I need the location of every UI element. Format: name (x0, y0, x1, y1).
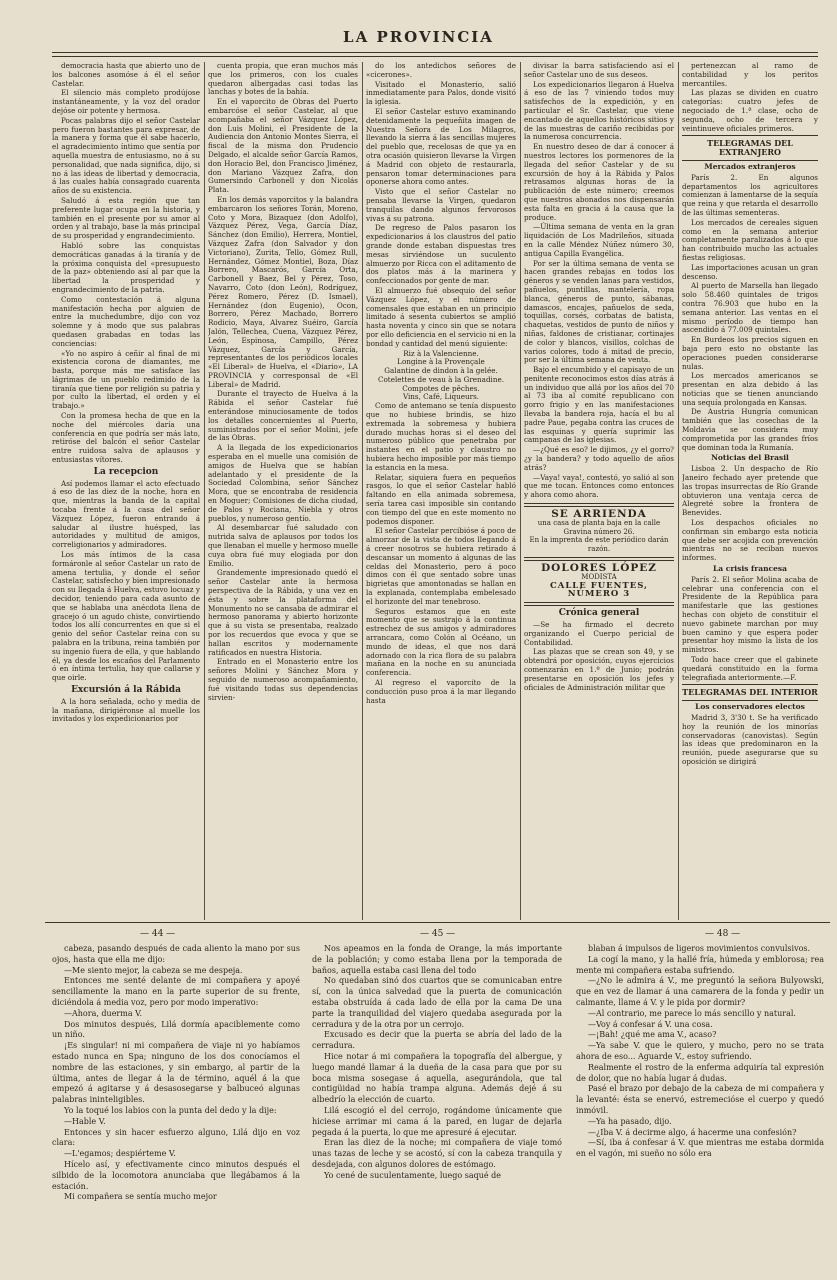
paragraph: Como de antemano se tenía dispuesto que no hubiese brindis, se hizo extremada la sobremesa y hubiera durado muchas horas si el deseo del numeroso público que penetraba por instantes en el patio y claustro no hubiera hecho imposible por más tiempo la estancia en la mesa. (366, 401, 516, 472)
heading-telegramas-interior: TELEGRAMAS DEL INTERIOR (682, 687, 818, 698)
paragraph: Bajo el encumbido y el capisayo de un penitente reconocimos estos días atrás á un individuo que allá por los años del 70 al 73 iba al comité republicano con gorro frigio y en las manifestaciones llevaba la bandera roja, hacía el bu al padre Paue, pegaba contra las cruces de las esquinas y quería suprimir las campanas de las iglesias. (524, 365, 674, 445)
paragraph: Por ser la última semana de venta se hacen grandes rebajas en todos los géneros y se venden lanas para vestidos, pañuelos, puntillas, mantelería, ropa blanca, géneros de punto, sábanas, damascos, encajes, pañuelos de seda, toquillas, corsés, corbatas de batista, chaquetas, vestidos de punto de niños y niñas, faldones de cristianar, cortinajes de color y blancos, visillos, colchas de varios colores, todo á mitad de precio, por ser la última semana de venta. (524, 258, 674, 365)
heading-telegramas-extranjero: TELEGRAMAS DEL EXTRANJERO (707, 138, 793, 158)
ad-subtitle: MODISTA (581, 572, 617, 581)
col5-paragraphs (682, 62, 818, 133)
paragraph: Al desembarcar fué saludado con nutrida salva de aplausos por todos los que llenaban el muelle y hermoso muelle cuya obra fué muy elogiada por don Emilio. (208, 523, 358, 568)
paragraph: Pasé el brazo por debajo de la cabeza de mi compañera y la levanté: ésta se enervó, estremecióse el cuerpo y quedó inmóvil. (576, 1084, 824, 1115)
page-number-right: — 48 — (705, 929, 741, 939)
paragraph: cabeza, pasando después de cada aliento la mano por sus ojos, hasta que ella me dijo: (52, 944, 300, 964)
paragraph: —Ya sabe V. que le quiero, y mucho, pero no se trata ahora de eso... Aguarde V., estoy sufriendo. (576, 1041, 824, 1061)
section-rule (682, 160, 818, 161)
menu-item: Cotelettes de veau à la Grenadine. (377, 374, 505, 384)
paragraph: Al puerto de Marsella han llegado solo 58.460 quintales de trigos contra 76.903 que hubo en la semana anterior. Las ventas en el mismo período de tiempo han ascendido á 77.009 quintales. (682, 281, 818, 335)
menu-list (366, 350, 516, 403)
ad-text-2: En la imprenta de este periódico darán razón. (529, 536, 669, 554)
paragraph: Nos apeamos en la fonda de Orange, la más importante de la población; y como estaba llena por la temporada de baños, aquella estaba casi llena del todo (312, 944, 562, 975)
col5-paragraphs-4 (682, 576, 818, 683)
col3-paragraphs (366, 62, 516, 349)
heading-cronica: Crónica general (558, 608, 640, 619)
paragraph: Yo cené de suculentamente, luego saqué de (324, 1170, 502, 1180)
paragraph: —Última semana de venta en la gran liquidación de Los Madrileños, situada en la calle Méndez Núñez número 30, antigua Capilla Evangélica. (524, 222, 674, 258)
paragraph: —Al contrario, me parece lo más sencillo y natural. (588, 1008, 796, 1018)
paragraph: Seguros estamos que en este momento que se sustrajo á la continua estrechez de sus amigos y admiradores arrancara, como Colón al Océano, un mundo de ideas, el que nos dará adornado con la rica flora de su palabra mañana en la noche en su anunciada conferencia. (366, 606, 516, 678)
paragraph: Con la promesa hecha de que en la noche del miércoles daría una conferencia en que podría ser más lato, retiróse del balcón el señor Castelar entre ruidosa salva de aplausos y entusiastas vítores. (52, 411, 200, 465)
paragraph: Grandemente impresionado quedó el señor Castelar ante la hermosa perspectiva de la Rábida, y una vez en ésta y sobre la plataforma del Monumento no se cansaba de admirar el hermoso panorama y abierto horizonte que á su vista se presentaba, realzado por los recuerdos que evoca y que se hallan escritos y modernamente ratificados en nuestra Historia. (208, 568, 358, 657)
masthead-title: LA PROVINCIA (343, 28, 494, 46)
paragraph: —Voy á confesar á V. una cosa. (588, 1019, 713, 1029)
col5-paragraphs-5 (682, 714, 818, 767)
paragraph: Relatar, siquiera fuera en pequeños rasgos, lo que el señor Castelar habló faltando en ella animada sobremesa, sería tarea casi imposible sin contando con tiempo del que en este momento no podemos disponer. (366, 472, 516, 526)
column-divider (204, 62, 205, 920)
paragraph: Entrado en el Monasterio entre los señores Molini y Sánchez Mora y seguido de numeroso acompañamiento, fué visitando todas sus dependencias sirvien- (208, 657, 358, 702)
paragraph: El silencio más completo prodújose instantáneamente, y la voz del orador dejóse oir potente y hermosa. (52, 88, 200, 115)
paragraph: Al regreso el vaporcito de la conducción puso proa á la mar llegando hasta (366, 677, 516, 705)
paragraph: —¿Iba V. á decirme algo, á hacerme una confesión? (588, 1127, 797, 1137)
paragraph: «Yo no aspiro á ceñir al final de mi existencia corona de diamantes, me basta, porque más me satisface las lágrimas de un pueblo redimido de la tiranía que tiene por religión su patria y por culto la libertad, el orden y el trabajo.» (52, 348, 200, 411)
paragraph: —Se ha firmado el decreto organizando el Cuerpo pericial de Contabilidad. (524, 620, 674, 647)
subheading-conservadores: Los conservadores electos (695, 702, 805, 712)
column-3 (366, 62, 516, 920)
column-divider (362, 62, 363, 920)
folletin-rule (45, 922, 830, 923)
paragraph: Visitado el Monasterio, salió inmediatamente para Palos, donde visitó la iglesia. (366, 79, 516, 107)
paragraph: En el vaporcito de Obras del Puerto embarcóse el señor Castelar, al que acompañaba el señor Vázquez López, don Luis Molini, el Presidente de la Audiencia don Antonio Montes Sierra, el fiscal de la misma don Prudencio Delgado, el alcalde señor García Ramos, don Horacio Bel, don Francisco Jiménez, don Mariano Vázquez Zafra, don Gumersindo Carbonell y don Nicolás Plata. (208, 97, 358, 195)
paragraph: Los expedicionarios llegaron á Huelva á eso de las 7 viniendo todos muy satisfechos de la expedición, y en particular el Sr. Castelar, que viene encantado de aquellos históricos sitios y de las muestras de cariño recibidas por la numerosa concurrencia. (524, 79, 674, 142)
paragraph: Entonces me senté delante de mi compañera y apoyé sencillamente la mano en la parte superior de su frente, diciéndola á media voz, pero por modo imperativo: (52, 976, 300, 1007)
col5-paragraphs-2 (682, 174, 818, 453)
col1-paragraphs-2 (52, 480, 200, 683)
paragraph: Dos minutos después, Lilá dormía apaciblemente como un niño. (52, 1019, 300, 1040)
column-2 (208, 62, 358, 920)
paragraph: Visto que el señor Castelar no pensaba llevarse la Virgen, quedaron tranquilas dando algunos fervorosos vivas á su patrona. (366, 187, 516, 223)
paragraph: No quedaban sinó dos cuartos que se comunicaban entre sí, con la única salvedad que la puerta de comunicación estaba obstruída á cada lado de ella por la cama De una parte la tranquilidad del viajero quedaba asegurada por la cerradura y de la otra por un cerrojo. (312, 976, 562, 1029)
paragraph: Yo la toqué los labios con la punta del dedo y la dije: (64, 1105, 277, 1115)
column-divider (678, 62, 679, 920)
paragraph: Mi compañera se sentía mucho mejor (64, 1192, 217, 1202)
paragraph: —Ahora, duerma V. (64, 1008, 143, 1018)
paragraph: En nuestro deseo de dar á conocer á nuestros lectores los pormenores de la llegada del señor Castelar y de su excursión de hoy á la Rábida y Palos retrasamos algunas horas de la publicación de este número; creemos que nuestros abonados nos dispensarán esta falta en gracia á la causa que la produce. (524, 142, 674, 222)
ad-rule (524, 557, 674, 561)
ad-rule (524, 503, 674, 507)
ad-address: CALLE FUENTES, NÚMERO 3 (549, 580, 649, 600)
folletin-left (52, 944, 300, 1276)
col4-paragraphs (524, 62, 674, 500)
section-rule (682, 684, 818, 685)
folletin-middle (312, 944, 562, 1276)
header-rule-thin (52, 56, 818, 57)
subheading-mercados: Mercados extranjeros (704, 161, 796, 171)
paragraph: —L'egamos; despiérteme V. (64, 1149, 176, 1159)
paragraph: Eran las diez de la noche; mi compañera de viaje tomó unas tazas de leche y se acostó, sí con la cabeza tranquila y desdejada, con algunos dolores de estómago. (312, 1138, 562, 1169)
paragraph: Durante el trayecto de Huelva á la Rábida el señor Castelar fué enterándose minuciosamente de todos los detalles concernientes al Puerto, suministrados por el señor Molini, jefe de las Obras. (208, 389, 358, 443)
col2-paragraphs (208, 62, 358, 702)
paragraph: A la llegada de los expedicionarios esperaba en el muelle una comisión de amigos de Huelva que se habían adelantado y el presidente de la Sociedad Colombina, señor Sánchez Mora, que se encontraba de residencia en Moguer; Comisiones de dicha ciudad, de Palos y Rociana, Niebla y otros pueblos, y numeroso gentío. (208, 443, 358, 523)
section-rule (682, 700, 818, 701)
paragraph: El señor Castelar percibióse á poco de almorzar de la vista de todos llegando á á creer nosotros se hubiera retirado á descansar un momento á algunas de las celdas del Monasterio, pero á poco dimos con él que sentado sobre unas bigrietas que amontonadas se hallan en la explanada, contemplaba embelesado el horizonte del mar tenebroso. (366, 526, 516, 606)
menu-item: Galantine de dindon à la gelée. (384, 366, 498, 376)
paragraph: Como contestación á alguna manifestación hecha por alguien de entre la muchedumbre, dijo con voz solemne y á modo que sus palabras quedasen grabadas en todas las conciencias: (52, 294, 200, 348)
paragraph: Los despachos oficiales no confirman sin embargo esta noticia que debe ser acojida con prevención mientras no se reciban nuevos informes. (682, 518, 818, 563)
paragraph: Los mercados de cereales siguen como en la semana anterior completamente paralizados á lo que han contribuido mucho las actuales fiestas religiosas. (682, 217, 818, 262)
ad-text: una casa de planta baja en la calle Gravina número 26. (537, 518, 661, 536)
paragraph: —Me siento mejor, la cabeza se me despeja. (64, 965, 243, 975)
paragraph: divisar la barra satisfaciendo así el señor Castelar uno de sus deseos. (524, 62, 674, 79)
paragraph: —¿No le admira á V., me preguntó la señora Bulyowski, que en vez de llamar á una camarera de la fonda y pedir un calmante, llame á V. y le pida por dormir? (576, 976, 824, 1007)
menu-item: Vins, Café, Liqueurs. (402, 392, 480, 402)
paragraph: blaban á impulsos de ligeros movimientos convulsivos. (588, 944, 811, 953)
folletin-right (576, 944, 824, 1276)
heading-excursion: Excursión á la Rábida (71, 684, 181, 695)
paragraph: París 2. En algunos departamentos los agricultores comienzan á lamentarse de la sequía que reina y que retarda el desarrollo de las últimas sementeras. (682, 172, 818, 217)
paragraph: —Vaya! vaya!, contestó, yo salió al son que me tocan. Entonces como entonces y ahora como ahora. (524, 472, 674, 500)
paragraph: pertenezcan al ramo de contabilidad y los peritos mercantiles. (682, 62, 818, 88)
paragraph: Madrid 3, 3'30 t. Se ha verificado hoy la reunión de los minorías conservadoras (canovistas). Según las ideas que predominaron en la reunión, puede asegurarse que su oposición se dirigirá (682, 712, 818, 766)
paragraph: En los demás vaporcitos y la balandra embarcaron los señores Torán, Moreno, Coto y Mora, Bizaquez (don Adolfo), Vázquez Pérez, Vega, García Díaz, Sánchez (don Emilio), Herrera, Montiel, Vázquez Zafra (don Salvador y don Victoriano), Zurita, Tello, Gómez Rull, Hernández, Gómez Montiel, Boza, Díaz Borrero, Mascarós, García Orta, Carbonell y Baez, Bel y Pérez, Toso, Navarro, Coto (don León), Rodríguez, Pérez Romero, Pérez (D. Ismael), Hernández (don Eugenio), Ocon, Borrero, Pérez Machado, Borrero Rodicio, Maya, Alvarez Suéiro, García Jalón, Tellechea, Cuena, Vázquez Pérez, León, Espinosa, Campillo, Pérez Vázquez, García y García, representantes de los periódicos locales «El Liberal» de Huelva, el «Diario», LA PROVINCIA y corresponsal de «El Liberal» de Madrid. (208, 194, 358, 389)
col5-paragraphs-3 (682, 465, 818, 563)
paragraph: El señor Castelar estuvo examinando detenidamente la pequeñita imagen de Nuestra Señora de Los Milagros, llevando la sierra á las sencillas mujeres del pueblo que, recelosas de que ya en otra ocasión quisieron llevarse la Virgen á Madrid con objeto de restaurarla, pensaron tomar determinaciones para oponerse ahora como antes. (366, 106, 516, 187)
column-divider (520, 62, 521, 920)
paragraph: En Burdeos los precios siguen en baja pero esto no obstante las operaciones pueden considerarse nulas. (682, 335, 818, 371)
paragraph: Pocas palabras dijo el señor Castelar pero fueron bastantes para expresar, de la manera y forma que él sabe hacerlo, el agradecimiento íntimo que sentía por aquella muestra de entusiasmo, no á su personalidad, que nada significa, dijo, si no á las ideas de libertad y democracia, á las cuales había consagrado cuarenta años de su existencia. (52, 115, 200, 196)
subheading-brasil: Noticias del Brasil (711, 453, 789, 463)
paragraph: —Sí, iba á confesar á V. que mientras me estaba dormida en el vagón, mi sueño no sólo era (576, 1138, 824, 1159)
paragraph: Los mercados americanos se presentan en alza debido á las noticias que se tienen anunciando una sequía prolongada en Kansas. (682, 371, 818, 407)
paragraph: Entonces y sin hacer esfuerzo alguno, Lilá dijo en voz clara: (52, 1127, 300, 1148)
paragraph: Las importaciones acusan un gran descenso. (682, 262, 818, 281)
paragraph: Todo hace creer que el gabinete quedará constituido en la forma telegrafiada anteriormente.—F. (682, 655, 818, 682)
paragraph: Las plazas que se crean son 49, y se obtendrá por oposición, cuyos ejercicios comenzarán en 1.º de Junio; podrán presentarse en oposición los jefes y oficiales de Administración militar que (524, 647, 674, 692)
column-1 (52, 62, 200, 920)
ad-dolores-lopez (524, 564, 674, 599)
header-rule (52, 52, 818, 53)
paragraph: Realmente el rostro de la enferma adquiría tal expresión de dolor, que no había lugar á dudas. (576, 1062, 824, 1083)
col1-paragraphs (52, 62, 200, 465)
paragraph: —Ya ha pasado, dijo. (588, 1116, 672, 1126)
paragraph: Así podemos llamar el acto efectuado á eso de las diez de la noche, hora en que, mientras la banda de la capital tocaba frente á la casa del señor Vázquez López, fueron entrando á saludar al ilustre huésped, las autoridades y multitud de amigos, correligionarios y admiradores. (52, 478, 200, 550)
subheading-crisis: La crisis francesa (713, 564, 787, 574)
paragraph: ¡Es singular! ni mi compañera de viaje ni yo habíamos estado nunca en Spa; ninguno de los dos conocíamos el nombre de las estaciones, y sin embargo, al partir de la última, antes de llegar á la de término, aquél á la que empezó á agitarse y á desasosegarse y balbuceó algunas palabras ininteligibles. (52, 1041, 300, 1105)
paragraph: París 2. El señor Molina acaba de celebrar una conferencia con el Presidente de la República para manifestarle que las gestiones hechas con objeto de constituir el nuevo gabinete marchan por muy buen camino y que espera poder presentar hoy mismo la lista de los ministros. (682, 574, 818, 655)
paragraph: Lilá escogió el del cerrojo, rogándome únicamente que hiciese arrimar mi cama á la pared, en lugar de dejarla pegada á la puerta, lo que me apresuré á ejecutar. (312, 1105, 562, 1137)
menu-item: Riz à la Valencienne. (403, 348, 479, 358)
paragraph: —¡Bah! ¿qué me ama V., acaso? (588, 1030, 717, 1040)
paragraph: do los antedichos señores de «cicerones». (366, 62, 516, 79)
ad-title: SE ARRIENDA (551, 508, 647, 521)
page-number-left: — 44 — (140, 929, 176, 939)
heading-recepcion: La recepcion (93, 466, 159, 477)
paragraph: Lisboa 2. Un despacho de Río Janeiro fechado ayer pretende que las tropas insurrectas de Río Grande obtuvieron una ventaja cerca de Alegreté sobre la frontera de Benevides. (682, 464, 818, 518)
paragraph: Las plazas se dividen en cuatro categorías: cuatro jefes de negociado de 1.ª clase, ocho de segunda, ocho de tercera y veintinueve oficiales primeros. (682, 88, 818, 133)
col1-paragraphs-3 (52, 698, 200, 724)
column-4 (524, 62, 674, 920)
paragraph: —Hable V. (64, 1116, 106, 1126)
menu-item: Longine à la Provençale (397, 357, 485, 367)
paragraph: Los más íntimos de la casa formáronle al señor Castelar un rato de amena tertulia, y donde el señor Castelar, satisfecho y bien impresionado con su llegada á Huelva, estuvo locuaz y decidor, teniendo para cada asunto de que se hablaba una anécdota llena de gracejo ó un agudo chiste, convirtiendo todos los allí concurrentes en que si el genio del señor Castelar reina con su palabra en la tribuna, reina también por su ingenio fuera de ella, y que hablando él, ya desde los escaños del Parlamento ó en íntima tertulia, hay que callarse y que oirle. (52, 550, 200, 683)
page-number-middle: — 45 — (420, 929, 456, 939)
paragraph: cuenta propia, que eran muchos más que los primeros, con los cuales quedaron albergadas casi todas las lanchas y botes de la bahía. (208, 62, 358, 97)
paragraph: Habló sobre las conquistas democráticas ganadas á la tiranía y de la próxima conquista del «presupuesto de la paz» obteniendo así al par que la libertad la prosperidad y engrandecimiento de la patria. (52, 240, 200, 294)
section-rule (682, 135, 818, 136)
paragraph: A la hora señalada, ocho y media de la mañana, dirigiéronse al muelle los invitados y los expedicionarios por (52, 696, 200, 724)
ad-se-arrienda (524, 510, 674, 554)
col4-paragraphs-2 (524, 621, 674, 692)
paragraph: La cogí la mano, y la hallé fría, húmeda y emblorosa; rea mente mi compañera estaba sufriendo. (576, 954, 824, 975)
paragraph: Saludó á esta región que tan preferente lugar ocupa en la historia, y también en el presente por su amor al orden y al trabajo, base la más principal de su prosperidad y engrandecimiento. (52, 195, 200, 241)
column-5 (682, 62, 818, 920)
col3-paragraphs-2 (366, 402, 516, 705)
paragraph: De Austria Hungría comunican también que las cosechas de la Moldavia se considera muy comprometida por las grandes fríos que dominan toda la Rumanía. (682, 407, 818, 452)
ad-rule (524, 602, 674, 606)
paragraph: Hícelo así, y efectivamente cinco minutos después el silbido de la locomotora anunciaba que llegábamos á la estación. (52, 1159, 300, 1191)
paragraph: Hice notar á mi compañera la topografía del albergue, y luego mandé llamar á la dueña de la casa para que por su boca misma sosegase á aquella, asegurándola, que tal contigüidad no había trampa alguna. Además dejé á su albedrío la elección de cuarto. (312, 1051, 562, 1105)
paragraph: De regreso de Palos pasaron los expedicionarios á los claustros del patio grande donde estaban dispuestas tres mesas sirviéndose un suculento almuerzo por Ricca con el aditamento de dos platos más á la marinera y confeccionados por gente de mar. (366, 223, 516, 286)
paragraph: —¿Qué es eso? le dijimos, ¿y el gorro? ¿y la bandera? y todo aquello de años atrás? (524, 445, 674, 472)
paragraph: El almuerzo fué obsequio del señor Vázquez López, y el número de comensales que estaban en un principio limitado á sesenta cubiertos se amplió hasta noventa y cinco sin que se notara por ello deficiencia en el servicio ni en la bondad y cantidad del menú siguiente: (366, 285, 516, 348)
paragraph: Excusado es decir que la puerta se abría del lado de la cerradura. (312, 1030, 562, 1051)
menu-item: Compotes de pêches. (402, 383, 480, 393)
ad-title: DOLORES LÓPEZ (541, 562, 657, 575)
paragraph: democracia hasta que abierto uno de los balcones asomóse á él el señor Castelar. (52, 62, 200, 88)
